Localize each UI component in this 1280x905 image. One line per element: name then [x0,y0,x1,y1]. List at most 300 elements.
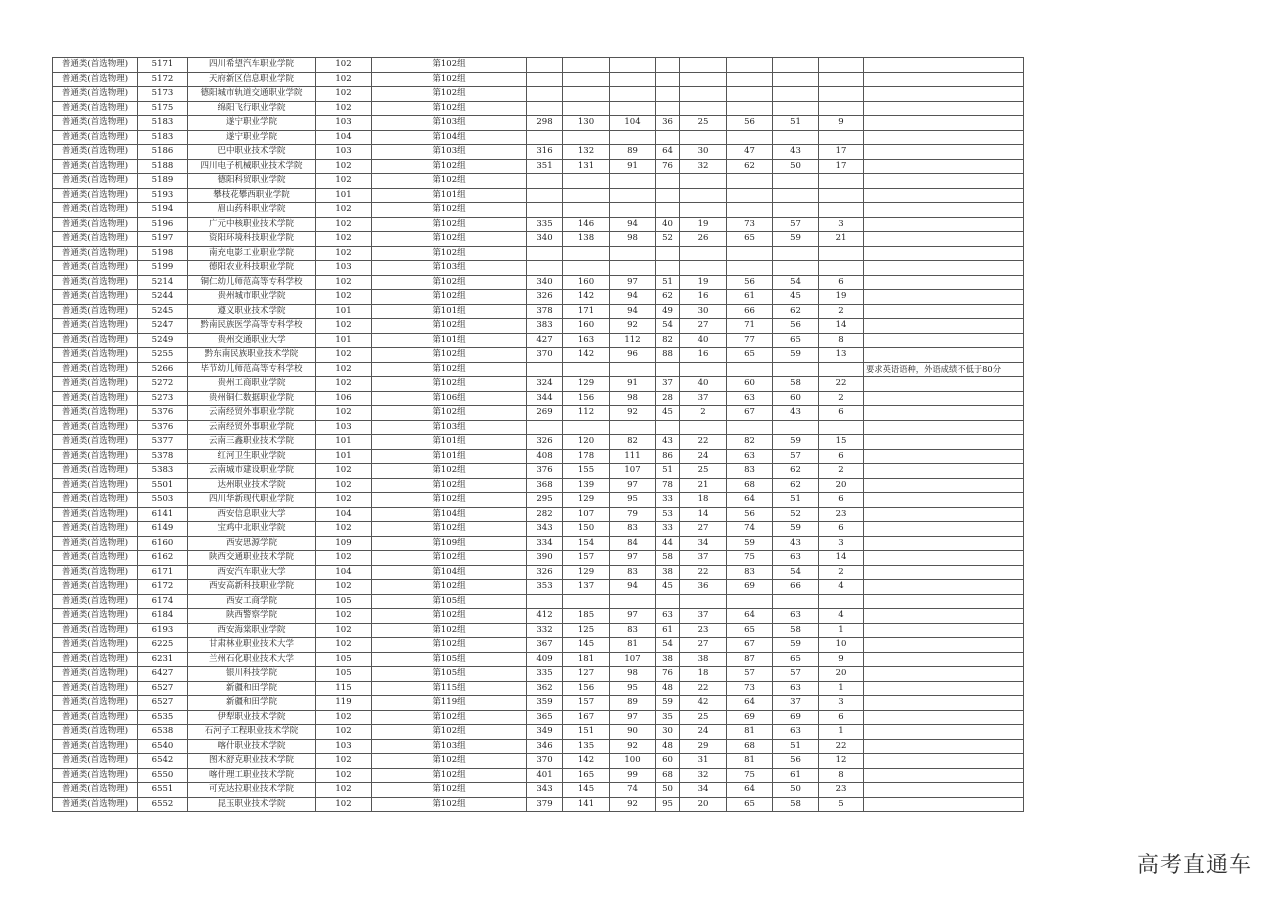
cell-note [864,696,1024,711]
cell-foreign-language-score: 92 [610,406,656,421]
cell-school-code: 5376 [138,406,188,421]
cell-total-score [527,87,563,102]
cell-school-name: 贵州铜仁数据职业学院 [188,391,316,406]
cell-total-score: 349 [527,725,563,740]
cell-col-8: 33 [656,522,680,537]
cell-school-code: 5171 [138,58,188,73]
table-row [53,435,1024,450]
table-row [53,797,1024,812]
cell-total-score: 390 [527,551,563,566]
cell-col-11: 45 [773,290,819,305]
cell-col-8: 76 [656,159,680,174]
cell-total-score: 326 [527,435,563,450]
cell-chinese-math-score: 145 [563,783,610,798]
cell-foreign-language-score: 92 [610,739,656,754]
cell-school-name: 伊犁职业技术学院 [188,710,316,725]
cell-col-12: 15 [819,435,864,450]
cell-col-8: 43 [656,435,680,450]
cell-school-name: 广元中核职业技术学院 [188,217,316,232]
cell-col-10 [727,87,773,102]
cell-foreign-language-score: 97 [610,551,656,566]
cell-total-score: 344 [527,391,563,406]
table-row [53,304,1024,319]
cell-col-11: 65 [773,333,819,348]
cell-col-8: 28 [656,391,680,406]
cell-chinese-math-score: 137 [563,580,610,595]
cell-category: 普通类(首选物理) [53,377,138,392]
cell-school-name: 德阳城市轨道交通职业学院 [188,87,316,102]
cell-total-score [527,72,563,87]
cell-total-score: 332 [527,623,563,638]
cell-category: 普通类(首选物理) [53,609,138,624]
cell-group-code: 103 [316,739,372,754]
cell-foreign-language-score: 94 [610,217,656,232]
cell-chinese-math-score [563,130,610,145]
cell-chinese-math-score: 107 [563,507,610,522]
cell-school-name: 西安海棠职业学院 [188,623,316,638]
cell-foreign-language-score: 97 [610,275,656,290]
cell-col-11: 59 [773,638,819,653]
table-row [53,246,1024,261]
table-row [53,652,1024,667]
cell-school-code: 5503 [138,493,188,508]
cell-col-9 [680,420,727,435]
cell-chinese-math-score: 142 [563,348,610,363]
cell-foreign-language-score: 91 [610,377,656,392]
cell-total-score [527,101,563,116]
table-row [53,623,1024,638]
cell-col-10: 65 [727,232,773,247]
cell-total-score: 362 [527,681,563,696]
cell-note [864,725,1024,740]
cell-school-name: 贵州交通职业大学 [188,333,316,348]
cell-group-code: 102 [316,725,372,740]
cell-school-name: 四川华新现代职业学院 [188,493,316,508]
table-row [53,493,1024,508]
cell-col-12 [819,87,864,102]
cell-group-name: 第115组 [372,681,527,696]
table-row [53,319,1024,334]
cell-category: 普通类(首选物理) [53,116,138,131]
admission-score-table [52,57,1024,812]
table-row [53,348,1024,363]
cell-group-name: 第104组 [372,565,527,580]
cell-group-code: 103 [316,420,372,435]
cell-col-10 [727,261,773,276]
cell-col-11: 51 [773,116,819,131]
cell-col-8: 59 [656,696,680,711]
cell-category: 普通类(首选物理) [53,797,138,812]
cell-group-name: 第102组 [372,768,527,783]
cell-school-name: 攀枝花攀西职业学院 [188,188,316,203]
cell-chinese-math-score [563,261,610,276]
cell-col-11: 59 [773,522,819,537]
cell-col-10: 65 [727,797,773,812]
cell-col-10 [727,594,773,609]
cell-foreign-language-score: 92 [610,797,656,812]
cell-category: 普通类(首选物理) [53,478,138,493]
cell-col-11 [773,130,819,145]
cell-group-name: 第102组 [372,478,527,493]
cell-chinese-math-score: 130 [563,116,610,131]
cell-col-8: 63 [656,609,680,624]
cell-col-11 [773,58,819,73]
cell-group-code: 102 [316,348,372,363]
cell-foreign-language-score: 89 [610,145,656,160]
cell-col-11: 43 [773,536,819,551]
cell-group-code: 102 [316,768,372,783]
cell-group-code: 102 [316,72,372,87]
cell-category: 普通类(首选物理) [53,580,138,595]
cell-group-name: 第102组 [372,406,527,421]
cell-col-12: 21 [819,232,864,247]
cell-col-10: 62 [727,159,773,174]
cell-school-name: 贵州工商职业学院 [188,377,316,392]
cell-group-code: 102 [316,246,372,261]
cell-school-name: 黔南民族医学高等专科学校 [188,319,316,334]
cell-col-8 [656,203,680,218]
cell-group-code: 101 [316,435,372,450]
cell-col-10: 75 [727,551,773,566]
cell-col-12 [819,101,864,116]
cell-total-score: 409 [527,652,563,667]
cell-school-code: 6184 [138,609,188,624]
cell-note [864,594,1024,609]
cell-col-12 [819,58,864,73]
cell-foreign-language-score [610,246,656,261]
table-row [53,667,1024,682]
cell-school-code: 6550 [138,768,188,783]
cell-school-code: 5378 [138,449,188,464]
cell-total-score [527,246,563,261]
cell-col-12: 6 [819,522,864,537]
cell-col-8: 30 [656,725,680,740]
cell-category: 普通类(首选物理) [53,188,138,203]
cell-chinese-math-score: 135 [563,739,610,754]
cell-col-9 [680,130,727,145]
cell-col-12: 22 [819,739,864,754]
cell-category: 普通类(首选物理) [53,522,138,537]
table-row [53,174,1024,189]
cell-col-10: 87 [727,652,773,667]
cell-school-name: 巴中职业技术学院 [188,145,316,160]
cell-group-code: 109 [316,536,372,551]
cell-note [864,275,1024,290]
cell-col-12: 8 [819,333,864,348]
cell-category: 普通类(首选物理) [53,362,138,377]
cell-col-12 [819,246,864,261]
cell-note [864,246,1024,261]
cell-school-code: 6149 [138,522,188,537]
cell-chinese-math-score: 150 [563,522,610,537]
cell-col-9: 30 [680,304,727,319]
cell-school-name: 陕西警察学院 [188,609,316,624]
cell-chinese-math-score [563,188,610,203]
cell-foreign-language-score: 104 [610,116,656,131]
cell-group-name: 第102组 [372,275,527,290]
cell-group-name: 第102组 [372,348,527,363]
cell-foreign-language-score: 95 [610,681,656,696]
cell-col-8: 38 [656,565,680,580]
cell-foreign-language-score: 112 [610,333,656,348]
cell-note [864,739,1024,754]
table-row [53,116,1024,131]
cell-chinese-math-score: 142 [563,754,610,769]
cell-category: 普通类(首选物理) [53,101,138,116]
cell-col-9 [680,174,727,189]
table-row [53,754,1024,769]
cell-category: 普通类(首选物理) [53,725,138,740]
cell-school-code: 6552 [138,797,188,812]
cell-group-code: 104 [316,130,372,145]
cell-school-name: 西安信息职业大学 [188,507,316,522]
cell-group-name: 第102组 [372,362,527,377]
cell-col-10: 74 [727,522,773,537]
cell-note [864,333,1024,348]
cell-school-code: 5255 [138,348,188,363]
cell-chinese-math-score: 156 [563,391,610,406]
cell-note: 要求英语语种，外语成绩不低于80分 [864,362,1024,377]
cell-note [864,478,1024,493]
cell-school-name: 喀什职业技术学院 [188,739,316,754]
cell-col-9 [680,188,727,203]
cell-foreign-language-score: 95 [610,493,656,508]
cell-school-name: 毕节幼儿师范高等专科学校 [188,362,316,377]
cell-total-score: 343 [527,783,563,798]
cell-col-9: 18 [680,493,727,508]
table-row [53,725,1024,740]
cell-col-10 [727,246,773,261]
cell-col-8: 64 [656,145,680,160]
cell-col-10: 82 [727,435,773,450]
cell-foreign-language-score: 96 [610,348,656,363]
cell-school-name: 云南经贸外事职业学院 [188,406,316,421]
cell-col-11 [773,246,819,261]
table-row [53,101,1024,116]
cell-school-code: 6193 [138,623,188,638]
table-row [53,739,1024,754]
cell-group-name: 第103组 [372,145,527,160]
cell-total-score: 343 [527,522,563,537]
cell-total-score [527,261,563,276]
cell-category: 普通类(首选物理) [53,435,138,450]
table-row [53,232,1024,247]
table-row [53,159,1024,174]
cell-col-9: 18 [680,667,727,682]
cell-school-name: 德阳科贸职业学院 [188,174,316,189]
cell-col-10: 83 [727,464,773,479]
cell-school-code: 5183 [138,116,188,131]
cell-school-code: 5196 [138,217,188,232]
cell-chinese-math-score: 181 [563,652,610,667]
cell-col-11: 37 [773,696,819,711]
cell-col-11: 62 [773,464,819,479]
cell-col-9: 23 [680,623,727,638]
cell-col-12: 14 [819,319,864,334]
cell-col-10: 65 [727,348,773,363]
cell-group-name: 第102组 [372,174,527,189]
cell-group-code: 102 [316,406,372,421]
cell-school-name: 红河卫生职业学院 [188,449,316,464]
cell-group-name: 第106组 [372,391,527,406]
table-row [53,130,1024,145]
cell-note [864,406,1024,421]
cell-category: 普通类(首选物理) [53,652,138,667]
cell-school-name: 眉山药科职业学院 [188,203,316,218]
cell-group-code: 101 [316,304,372,319]
cell-chinese-math-score: 141 [563,797,610,812]
cell-col-10 [727,203,773,218]
cell-total-score: 340 [527,232,563,247]
cell-group-name: 第102组 [372,754,527,769]
cell-note [864,623,1024,638]
cell-col-11 [773,101,819,116]
cell-col-11: 43 [773,406,819,421]
cell-col-9 [680,203,727,218]
cell-note [864,377,1024,392]
cell-note [864,87,1024,102]
cell-chinese-math-score [563,594,610,609]
cell-total-score: 359 [527,696,563,711]
cell-total-score: 376 [527,464,563,479]
cell-col-10: 56 [727,116,773,131]
cell-col-10 [727,420,773,435]
cell-foreign-language-score: 83 [610,623,656,638]
cell-school-name: 遂宁职业学院 [188,130,316,145]
cell-category: 普通类(首选物理) [53,768,138,783]
cell-note [864,652,1024,667]
cell-category: 普通类(首选物理) [53,275,138,290]
cell-group-name: 第119组 [372,696,527,711]
cell-group-code: 102 [316,580,372,595]
cell-col-10: 68 [727,739,773,754]
cell-col-8: 76 [656,667,680,682]
cell-total-score: 353 [527,580,563,595]
cell-note [864,217,1024,232]
cell-total-score: 367 [527,638,563,653]
cell-note [864,768,1024,783]
cell-group-name: 第102组 [372,725,527,740]
cell-foreign-language-score [610,362,656,377]
cell-group-name: 第102组 [372,246,527,261]
cell-category: 普通类(首选物理) [53,159,138,174]
cell-total-score [527,420,563,435]
cell-col-8: 86 [656,449,680,464]
cell-group-name: 第102组 [372,217,527,232]
cell-col-12: 3 [819,696,864,711]
cell-school-code: 5189 [138,174,188,189]
table-row [53,580,1024,595]
cell-total-score: 370 [527,754,563,769]
cell-foreign-language-score: 82 [610,435,656,450]
cell-col-8: 88 [656,348,680,363]
cell-category: 普通类(首选物理) [53,174,138,189]
cell-total-score: 334 [527,536,563,551]
cell-col-9 [680,101,727,116]
cell-col-10: 64 [727,783,773,798]
cell-group-name: 第102组 [372,101,527,116]
cell-group-code: 102 [316,783,372,798]
cell-col-8 [656,261,680,276]
table-row [53,217,1024,232]
cell-foreign-language-score: 97 [610,710,656,725]
cell-total-score: 427 [527,333,563,348]
cell-col-9: 42 [680,696,727,711]
cell-col-9: 19 [680,217,727,232]
cell-col-11 [773,420,819,435]
cell-col-12: 1 [819,681,864,696]
cell-school-name: 黔东南民族职业技术学院 [188,348,316,363]
cell-col-10: 64 [727,609,773,624]
cell-foreign-language-score [610,594,656,609]
cell-total-score: 326 [527,565,563,580]
cell-category: 普通类(首选物理) [53,681,138,696]
cell-col-9: 32 [680,768,727,783]
cell-category: 普通类(首选物理) [53,710,138,725]
cell-note [864,449,1024,464]
cell-col-9: 22 [680,435,727,450]
cell-chinese-math-score [563,58,610,73]
cell-note [864,348,1024,363]
cell-col-8 [656,101,680,116]
cell-total-score: 412 [527,609,563,624]
cell-col-12: 3 [819,536,864,551]
cell-group-code: 102 [316,522,372,537]
cell-col-12: 2 [819,464,864,479]
cell-col-8: 61 [656,623,680,638]
cell-col-8: 36 [656,116,680,131]
cell-col-11: 63 [773,681,819,696]
cell-note [864,536,1024,551]
cell-group-name: 第104组 [372,507,527,522]
cell-group-name: 第102组 [372,493,527,508]
cell-school-code: 6171 [138,565,188,580]
cell-group-code: 102 [316,362,372,377]
cell-col-9: 37 [680,551,727,566]
cell-school-code: 5193 [138,188,188,203]
cell-col-11: 57 [773,217,819,232]
cell-col-12: 1 [819,623,864,638]
cell-school-name: 陕西交通职业技术学院 [188,551,316,566]
table-row [53,377,1024,392]
cell-category: 普通类(首选物理) [53,638,138,653]
cell-chinese-math-score [563,246,610,261]
cell-chinese-math-score: 132 [563,145,610,160]
cell-col-8 [656,246,680,261]
cell-col-10: 73 [727,217,773,232]
cell-total-score: 324 [527,377,563,392]
cell-col-8: 95 [656,797,680,812]
cell-school-code: 5266 [138,362,188,377]
cell-group-code: 102 [316,319,372,334]
cell-group-name: 第105组 [372,652,527,667]
cell-col-11: 54 [773,565,819,580]
cell-school-code: 6540 [138,739,188,754]
cell-col-10: 69 [727,580,773,595]
table-body [53,58,1024,812]
cell-group-name: 第101组 [372,333,527,348]
cell-note [864,638,1024,653]
cell-group-code: 102 [316,290,372,305]
cell-note [864,754,1024,769]
cell-foreign-language-score: 74 [610,783,656,798]
cell-school-code: 5249 [138,333,188,348]
cell-group-code: 102 [316,174,372,189]
cell-col-8 [656,58,680,73]
cell-note [864,58,1024,73]
cell-total-score [527,130,563,145]
table-row [53,783,1024,798]
